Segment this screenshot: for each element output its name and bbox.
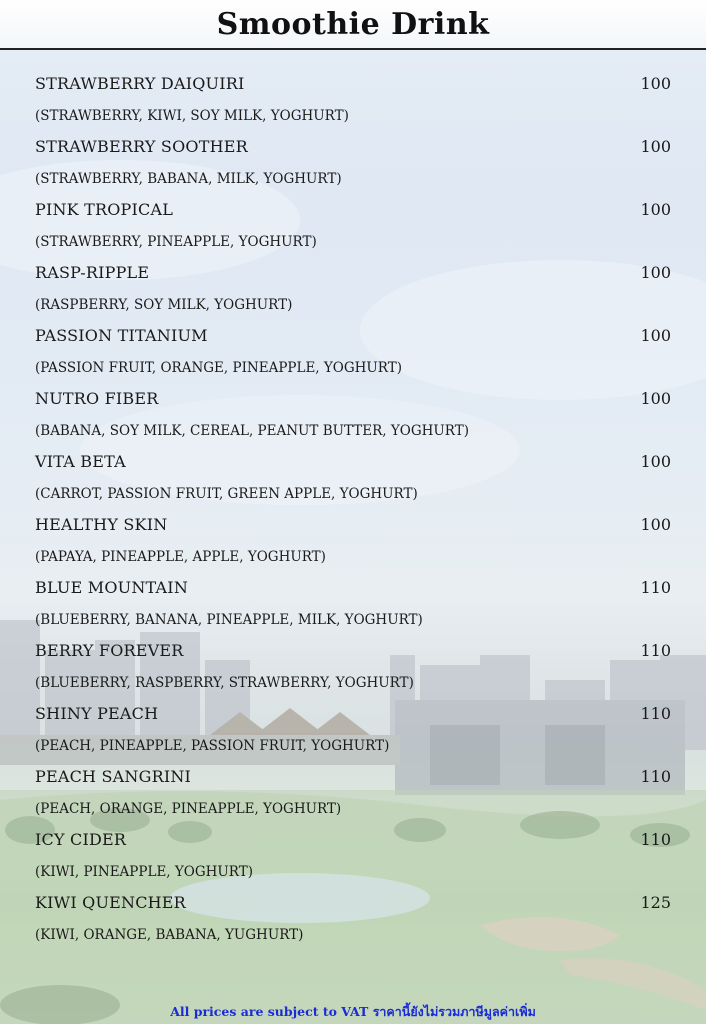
menu-item-ingredients: (RASPBERRY, SOY MILK, YOGHURT) xyxy=(35,297,293,313)
menu-item xyxy=(35,452,671,515)
menu-item-name: RASP-RIPPLE xyxy=(35,263,150,282)
menu-item xyxy=(35,641,671,704)
menu-item-ingredients: (CARROT, PASSION FRUIT, GREEN APPLE, YOGHURT) xyxy=(35,486,418,502)
menu-item-ingredients: (KIWI, ORANGE, BABANA, YUGHURT) xyxy=(35,927,304,943)
menu-item-price: 100 xyxy=(640,263,671,282)
page-title: Smoothie Drink xyxy=(216,7,490,42)
vat-footer-note: All prices are subject to VAT ราคานี้ยังไม่รวมภาษีมูลค่าเพิ่ม xyxy=(170,1004,536,1019)
menu-item-ingredients: (PAPAYA, PINEAPPLE, APPLE, YOGHURT) xyxy=(35,549,326,565)
menu-item xyxy=(35,74,671,137)
menu-item xyxy=(35,137,671,200)
menu-item xyxy=(35,767,671,830)
menu-item-name: SHINY PEACH xyxy=(35,704,159,723)
menu-item xyxy=(35,389,671,452)
menu-item-price: 125 xyxy=(640,893,671,912)
menu-item-name: STRAWBERRY SOOTHER xyxy=(35,137,248,156)
menu-item-name: PASSION TITANIUM xyxy=(35,326,208,345)
menu-item xyxy=(35,578,671,641)
menu-item xyxy=(35,893,671,956)
menu-item-ingredients: (STRAWBERRY, PINEAPPLE, YOGHURT) xyxy=(35,234,317,250)
menu-item xyxy=(35,326,671,389)
menu-item xyxy=(35,830,671,893)
smoothie-menu-list xyxy=(35,74,671,956)
menu-item-name: PINK TROPICAL xyxy=(35,200,174,219)
menu-item-price: 100 xyxy=(640,74,671,93)
menu-item xyxy=(35,200,671,263)
menu-item-ingredients: (PEACH, PINEAPPLE, PASSION FRUIT, YOGHURT) xyxy=(35,738,390,754)
menu-item xyxy=(35,263,671,326)
menu-item-price: 100 xyxy=(640,389,671,408)
menu-item-price: 110 xyxy=(640,830,671,849)
menu-item-name: PEACH SANGRINI xyxy=(35,767,192,786)
menu-item-price: 110 xyxy=(640,578,671,597)
menu-item-name: BLUE MOUNTAIN xyxy=(35,578,189,597)
menu-item-price: 100 xyxy=(640,326,671,345)
menu-item-price: 100 xyxy=(640,515,671,534)
menu-item-price: 110 xyxy=(640,704,671,723)
menu-item-ingredients: (KIWI, PINEAPPLE, YOGHURT) xyxy=(35,864,253,880)
menu-item-name: BERRY FOREVER xyxy=(35,641,184,660)
menu-item-name: NUTRO FIBER xyxy=(35,389,159,408)
menu-item-ingredients: (STRAWBERRY, BABANA, MILK, YOGHURT) xyxy=(35,171,342,187)
menu-item-ingredients: (PASSION FRUIT, ORANGE, PINEAPPLE, YOGHURT) xyxy=(35,360,402,376)
menu-item-ingredients: (STRAWBERRY, KIWI, SOY MILK, YOGHURT) xyxy=(35,108,349,124)
menu-item-name: STRAWBERRY DAIQUIRI xyxy=(35,74,245,93)
menu-item-name: KIWI QUENCHER xyxy=(35,893,186,912)
menu-item-ingredients: (BLUEBERRY, BANANA, PINEAPPLE, MILK, YOGHURT) xyxy=(35,612,423,628)
menu-item-price: 110 xyxy=(640,641,671,660)
menu-item xyxy=(35,515,671,578)
menu-item-ingredients: (BLUEBERRY, RASPBERRY, STRAWBERRY, YOGHURT) xyxy=(35,675,414,691)
menu-item-price: 100 xyxy=(640,452,671,471)
title-divider xyxy=(0,48,706,50)
menu-item xyxy=(35,704,671,767)
menu-item-name: VITA BETA xyxy=(35,452,126,471)
menu-item-name: HEALTHY SKIN xyxy=(35,515,168,534)
menu-item-ingredients: (PEACH, ORANGE, PINEAPPLE, YOGHURT) xyxy=(35,801,342,817)
menu-item-price: 100 xyxy=(640,200,671,219)
menu-item-price: 110 xyxy=(640,767,671,786)
menu-item-ingredients: (BABANA, SOY MILK, CEREAL, PEANUT BUTTER, YOGHURT) xyxy=(35,423,470,439)
menu-item-price: 100 xyxy=(640,137,671,156)
menu-item-name: ICY CIDER xyxy=(35,830,127,849)
